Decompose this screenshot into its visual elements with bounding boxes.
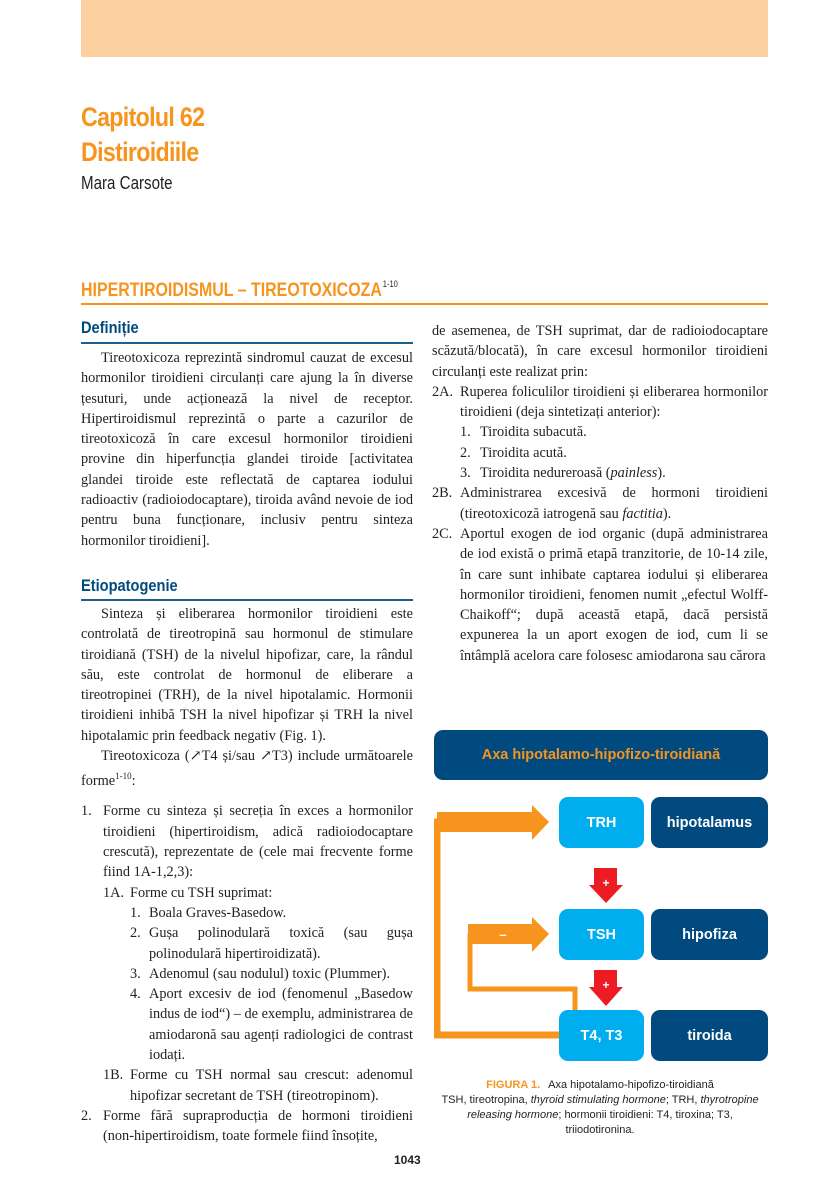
list-number: 1. [130, 904, 141, 921]
section-rule [81, 303, 768, 305]
paragraph-text: Tireotoxicoza (↗T4 și/sau ↗T3) include următoarele forme [81, 748, 413, 790]
list-number: 2B. [432, 485, 453, 502]
list-text: Boala Graves-Basedow. [149, 904, 287, 921]
list-number: 3. [460, 465, 471, 482]
list-number: 2C. [432, 525, 453, 542]
list-number: 1A. [103, 884, 125, 901]
stimulation-arrow-icon [589, 970, 623, 1006]
caption-text: ; TRH, [665, 1094, 701, 1106]
list-text: Gușa polinodulară toxică (sau gușa polinodulară hipertiroidizată). [149, 925, 413, 962]
list-number: 1. [81, 803, 92, 820]
hormone-box-t4-t3: T4, T3 [559, 1010, 644, 1061]
list-item [432, 483, 768, 524]
list-item [81, 1065, 413, 1106]
list-number: 2. [81, 1107, 92, 1124]
etiopatogenie-rule [81, 599, 413, 601]
list-text: Forme cu TSH suprimat: [130, 884, 273, 901]
caption-text: ; hormonii tiroidieni: T4, tiroxina; T3, triiodotironina. [558, 1109, 733, 1136]
list-text-italic: painless [610, 465, 658, 482]
list-item [81, 801, 413, 882]
svg-text:+: + [602, 978, 610, 992]
list-item [81, 883, 413, 903]
list-item [432, 524, 768, 666]
hormone-box-tsh: TSH [559, 909, 644, 960]
section-title-text: HIPERTIROIDISMUL – TIREOTOXICOZA [81, 280, 382, 301]
list-item [432, 463, 768, 483]
paragraph-refs: 1-10 [115, 771, 132, 782]
list-text: Ruperea foliculilor tiroidieni și eliberarea hormonilor tiroidieni (deja sintetizați anterior): [460, 383, 768, 421]
arrowhead-icon [532, 917, 549, 952]
list-item [432, 422, 768, 442]
caption-text-italic: thyrotropine releasing hormone [467, 1094, 759, 1121]
list-text: Administrarea excesivă de hormoni tiroidieni (tireotoxicoză iatrogenă sau [460, 485, 768, 522]
list-item [432, 443, 768, 463]
list-number: 4. [130, 986, 141, 1003]
list-text-italic: factitia [622, 505, 663, 522]
list-item [81, 903, 413, 923]
stimulation-arrow-icon [589, 868, 623, 903]
list-text: Tiroidita subacută. [480, 424, 587, 441]
arrowhead-icon [532, 805, 549, 840]
list-item [432, 382, 768, 423]
definitie-rule [81, 342, 413, 344]
organ-box-hipotalamus: hipotalamus [651, 797, 768, 848]
list-number: 2. [460, 444, 471, 461]
paragraph-end: : [131, 773, 136, 790]
list-text: ). [662, 505, 672, 522]
chapter-title: Distiroidiile [81, 137, 199, 167]
section-title [81, 279, 398, 302]
caption-text-italic: thyroid stimulating hormone [530, 1094, 666, 1106]
list-text: Tiroidita acută. [480, 444, 567, 461]
etiopatogenie-paragraph-2 [81, 746, 413, 791]
etiopatogenie-paragraph-1: Sinteza și eliberarea hormonilor tiroidieni este controlată de tireotropină sau hormonul de stimulare tiroidiană (TSH) de la nivelul hipofizar, care, la rândul său, este controlat de hormonul de eliberare a tireotropinei (TRH), de la nivel hipotalamic. Hormonii tiroidieni inhibă TSH la nivel hipofizar și TRH la nivel hipotalamic prin feedback negativ (Fig. 1). [81, 606, 413, 744]
caption-label: FIGURA 1. [486, 1079, 541, 1091]
header-banner [81, 0, 768, 57]
list-text: Aportul exogen de iod organic (după administrarea de iod există o primă etapă tranzitorie, de 10-14 zile, în care sunt inhibate captarea iodului și eliberarea hormonilor tiroidieni, fenomen numit „efectul Wolff-Chaikoff“; după această etapă, dacă persistă expunerea la un aport exogen de iod, cum li se întâmplă acelora care folosesc amiodarona sau cărora [460, 525, 768, 664]
etiopatogenie-heading: Etiopatogenie [81, 576, 178, 595]
definitie-paragraph: Tireotoxicoza reprezintă sindromul cauzat de excesul hormonilor tiroidieni circulanți care ajung la în diverse țesuturi, unde acționează la nivel de receptor. Hipertiroidismul reprezintă o parte a cazurilor de tireotoxicoză în care excesul hormonilor tiroidieni provine din hiperfuncția glandei tiroide [activitatea glandei tiroide este reflectată de captarea iodului radioactiv (radioiodocaptare), tiroida având nevoie de iod pentru buna funcționare, inclusiv pentru sinteza hormonilor tiroidieni]. [81, 350, 413, 549]
etiopatogenie-body [81, 604, 413, 1146]
definitie-body [81, 348, 413, 551]
section-title-refs: 1-10 [382, 279, 398, 289]
hormone-box-trh: TRH [559, 797, 644, 848]
list-number: 1. [460, 424, 471, 441]
definitie-heading: Definiție [81, 318, 139, 337]
list-text: Forme fără supraproducția de hormoni tiroidieni (non-hipertiroidism, toate formele fiind însoțite, [103, 1107, 413, 1145]
list-item [81, 964, 413, 984]
diagram-title: Axa hipotalamo-hipofizo-tiroidiană [481, 747, 721, 763]
inhibition-sign: – [499, 927, 507, 942]
list-number: 1B. [103, 1067, 124, 1084]
list-text: Forme cu sinteza și secreția în exces a hormonilor tiroidieni (hipertiroidism, adică radioiodocaptare crescută), reprezentate de (cele mai frecvente forme fiind 1A-1,2,3): [103, 803, 413, 881]
list-number: 2A. [432, 383, 454, 400]
caption-title: Axa hipotalamo-hipofizo-tiroidiană [548, 1079, 714, 1091]
list-number: 3. [130, 965, 141, 982]
list-text: Forme cu TSH normal sau crescut: adenomul hipofizar secretant de TSH (tireotropinom). [130, 1067, 413, 1104]
list-text: Adenomul (sau nodulul) toxic (Plummer). [149, 965, 391, 982]
continuation-paragraph: de asemenea, de TSH suprimat, dar de radioiodocaptare scăzută/blocată), în care excesul hormonilor tiroidieni circulanți este realizat prin: [432, 323, 768, 380]
caption-text: TSH, tireotropina, [441, 1094, 531, 1106]
list-item [81, 984, 413, 1065]
right-column-body [432, 321, 768, 666]
list-number: 2. [130, 925, 141, 942]
list-item [81, 1106, 413, 1147]
chapter-author: Mara Carsote [81, 173, 173, 193]
list-text: Aport excesiv de iod (fenomenul „Basedow indus de iod“) – de exemplu, administrarea de amiodaronă sau agenți radiologici de contrast iodați. [149, 986, 413, 1063]
organ-box-tiroida: tiroida [651, 1010, 768, 1061]
chapter-number: Capitolul 62 [81, 102, 205, 132]
figure-caption [432, 1078, 768, 1138]
organ-box-hipofiza: hipofiza [651, 909, 768, 960]
caption-body [432, 1093, 768, 1138]
svg-text:+: + [602, 876, 610, 890]
list-item [81, 923, 413, 964]
figure-1-diagram [434, 730, 768, 1065]
list-text: Tiroidita nedureroasă ( [480, 465, 611, 482]
list-text: ). [657, 465, 666, 482]
page-number: 1043 [394, 1153, 421, 1167]
